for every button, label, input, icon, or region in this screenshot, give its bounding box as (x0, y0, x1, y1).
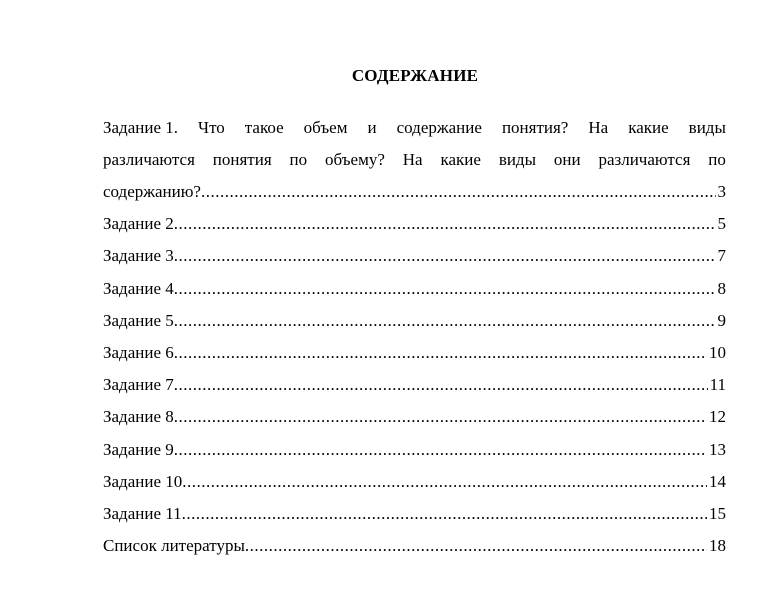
toc-entry-label: Задание 9 (103, 439, 174, 459)
dot-leader (174, 273, 716, 305)
toc-page-number: 15 (709, 503, 726, 523)
toc-word: Задание 1. (103, 118, 178, 137)
toc-word: содержание (396, 118, 482, 137)
dot-leader (182, 498, 707, 530)
toc-entry-task-9[interactable] (103, 434, 726, 466)
toc-entry-label: Задание 7 (103, 375, 174, 395)
toc-page-number: 14 (709, 471, 726, 491)
toc-entry-label: Задание 4 (103, 278, 174, 298)
toc-entry-label: Задание 5 (103, 310, 174, 330)
toc-page-number: 18 (709, 536, 726, 556)
toc-entry-label: Задание 10 (103, 471, 183, 491)
dot-leader (174, 305, 716, 337)
toc-entry-label: содержанию? (103, 182, 201, 201)
toc-entry-label: Задание 6 (103, 342, 174, 362)
toc-page-number: 11 (709, 375, 726, 395)
toc-word: такое (244, 118, 284, 137)
dot-leader (174, 434, 707, 466)
dot-leader (245, 530, 707, 562)
toc-word: виды (498, 150, 537, 169)
toc-entry-line-3 (103, 176, 726, 208)
toc-entry-task-5[interactable] (103, 305, 726, 337)
toc-word: На (402, 150, 423, 169)
toc-word: На (588, 118, 609, 137)
toc-page-number: 5 (717, 214, 726, 234)
toc-word: понятия? (501, 118, 569, 137)
toc-entry-task-10[interactable] (103, 466, 726, 498)
toc-entry-task-2[interactable] (103, 208, 726, 240)
toc-page-number: 12 (709, 407, 726, 427)
toc-entry-references[interactable] (103, 530, 726, 562)
toc-entry-label: Задание 2 (103, 214, 174, 234)
toc-word: и (367, 118, 377, 137)
toc-page-number: 10 (709, 342, 726, 362)
dot-leader (174, 369, 708, 401)
toc-page-number: 8 (717, 278, 726, 298)
dot-leader (182, 466, 707, 498)
toc-word: по (708, 150, 726, 169)
toc-word: виды (688, 118, 726, 137)
toc-entry-task-3[interactable] (103, 240, 726, 272)
dot-leader (174, 208, 716, 240)
toc-word: объему? (325, 150, 385, 169)
toc-word: какие (628, 118, 669, 137)
toc-entry-task-7[interactable] (103, 369, 726, 401)
toc-word: по (289, 150, 308, 169)
toc-page-number: 7 (717, 246, 726, 266)
toc-word: различаются (103, 150, 195, 169)
toc-entry-label: Задание 3 (103, 246, 174, 266)
dot-leader (201, 176, 716, 208)
dot-leader (174, 337, 707, 369)
toc-page-number: 9 (717, 310, 726, 330)
toc-word: различаются (598, 150, 691, 169)
toc-page-number: 13 (709, 439, 726, 459)
toc-entry-task-1[interactable] (103, 112, 726, 208)
toc-word: они (553, 150, 581, 169)
toc-word: понятия (212, 150, 272, 169)
toc-entry-label: Задание 11 (103, 503, 182, 523)
dot-leader (174, 401, 707, 433)
toc-entry-task-4[interactable] (103, 273, 726, 305)
toc-page-number: 3 (717, 182, 726, 201)
document-title: СОДЕРЖАНИЕ (351, 66, 479, 85)
toc-entry-label: Список литературы (103, 536, 245, 556)
toc-word: Что (198, 118, 225, 137)
toc-entry-task-8[interactable] (103, 401, 726, 433)
toc-entry-line-1 (103, 112, 726, 144)
toc-word: объем (303, 118, 348, 137)
toc-entry-line-2 (103, 144, 726, 176)
dot-leader (174, 240, 716, 272)
table-of-contents (103, 112, 726, 562)
toc-word: какие (440, 150, 481, 169)
toc-entry-label: Задание 8 (103, 407, 174, 427)
toc-entry-task-6[interactable] (103, 337, 726, 369)
toc-entry-task-11[interactable] (103, 498, 726, 530)
